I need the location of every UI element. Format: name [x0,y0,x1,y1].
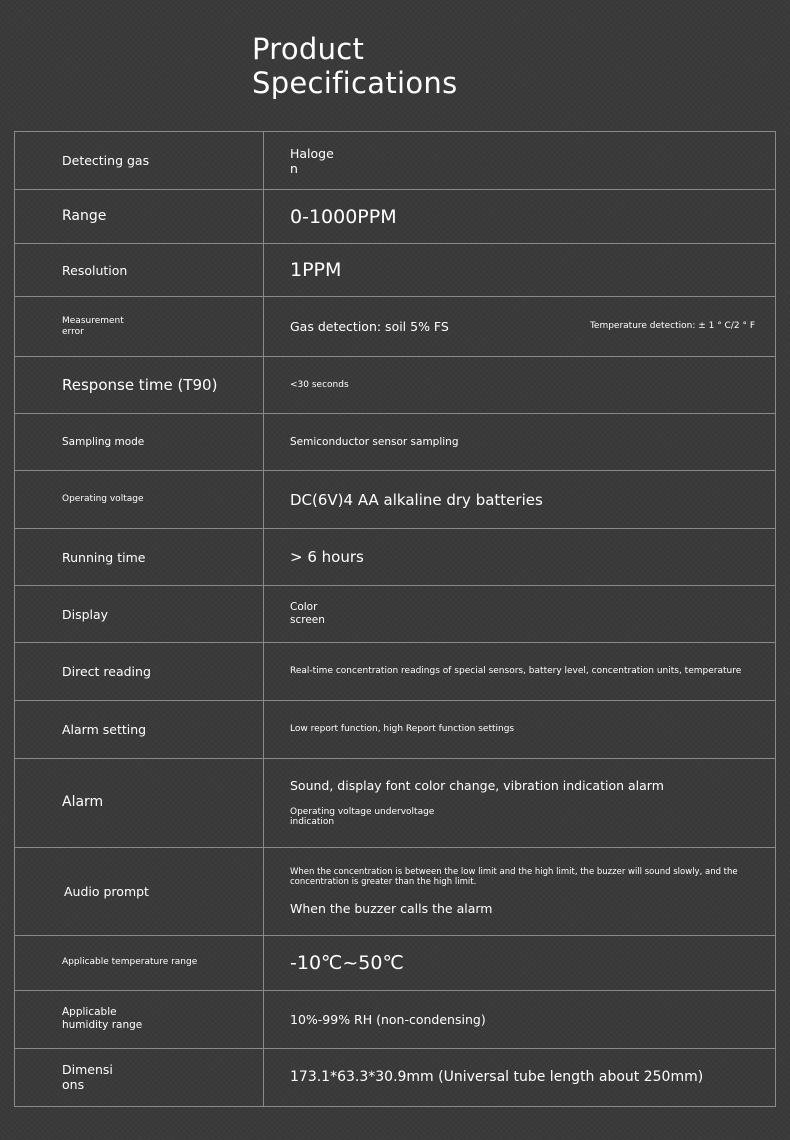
spec-label-cell [15,586,264,643]
spec-value-cell [264,1048,776,1106]
spec-label: Measurement error [62,315,124,337]
spec-label-cell [15,132,264,190]
spec-value-cell [264,297,776,357]
spec-row-alarm [15,758,776,847]
spec-row-range [15,190,776,244]
spec-value-secondary: When the buzzer calls the alarm [290,900,493,916]
spec-label: Running time [62,549,146,565]
spec-label: Sampling mode [62,435,145,448]
spec-value: 1PPM [290,259,342,282]
spec-value-secondary: Operating voltage undervoltage indication [290,807,435,828]
spec-label-cell [15,190,264,244]
spec-row-detecting-gas [15,132,776,190]
spec-label: Alarm setting [62,721,147,737]
spec-value: 173.1*63.3*30.9mm (Universal tube length about 250mm) [290,1068,704,1085]
spec-value: When the concentration is between the low limit and the high limit, the buzzer will sound slowly, and the concentration is greater than the high limit. [290,866,738,887]
spec-label: Range [62,208,107,225]
spec-row-audio-prompt [15,847,776,935]
spec-label-cell [15,990,264,1048]
spec-value-cell [264,190,776,244]
spec-value: Real-time concentration readings of special sensors, battery level, concentration units, temperature [290,666,742,677]
spec-label: Operating voltage [62,494,144,505]
spec-label-cell [15,529,264,586]
spec-value: Haloge n [290,145,334,176]
spec-value-cell [264,414,776,471]
spec-label: Dimensi ons [62,1062,113,1093]
spec-row-humidity-range [15,990,776,1048]
spec-value-cell [264,244,776,297]
spec-label-cell [15,1048,264,1106]
spec-label: Applicable temperature range [62,957,198,968]
spec-label-cell [15,701,264,758]
spec-row-alarm-setting [15,701,776,758]
spec-label: Audio prompt [64,883,149,899]
spec-row-display [15,586,776,643]
spec-value-group [290,319,755,334]
spec-label: Alarm [62,794,104,811]
spec-label: Resolution [62,262,128,278]
spec-value: DC(6V)4 AA alkaline dry batteries [290,490,543,509]
spec-row-temperature-range [15,935,776,990]
spec-label-cell [15,244,264,297]
spec-row-sampling-mode [15,414,776,471]
spec-label-cell [15,935,264,990]
spec-label: Response time (T90) [62,376,218,395]
spec-table [14,131,776,1107]
page-title-line-1: Product [252,32,365,66]
spec-row-resolution [15,244,776,297]
spec-label-cell [15,471,264,529]
spec-value: -10℃~50℃ [290,951,404,974]
spec-value-cell [264,643,776,701]
spec-label-cell [15,297,264,357]
spec-value: Gas detection: soil 5% FS [290,319,449,335]
spec-value-cell [264,701,776,758]
spec-value: > 6 hours [290,548,364,567]
spec-value-cell [264,935,776,990]
spec-row-direct-reading [15,643,776,701]
spec-label-cell [15,758,264,847]
spec-row-operating-voltage [15,471,776,529]
page-title-line-2: Specifications [252,66,458,100]
spec-row-response-time [15,357,776,414]
spec-label-cell [15,847,264,935]
spec-row-dimensions [15,1048,776,1106]
spec-value: Low report function, high Report function settings [290,723,515,734]
spec-value-cell [264,132,776,190]
spec-value-cell [264,990,776,1048]
spec-row-running-time [15,529,776,586]
spec-value-cell [264,471,776,529]
spec-value: 10%-99% RH (non-condensing) [290,1011,486,1027]
page-title [252,32,458,100]
spec-value: Color screen [290,601,325,627]
spec-label: Applicable humidity range [62,1006,143,1032]
spec-label-cell [15,414,264,471]
spec-value-cell [264,529,776,586]
spec-label: Detecting gas [62,153,150,169]
spec-value-cell [264,357,776,414]
spec-value-cell [264,847,776,935]
spec-value-cell [264,586,776,643]
spec-label: Direct reading [62,664,151,680]
spec-label-cell [15,643,264,701]
spec-value-cell [264,758,776,847]
spec-label-cell [15,357,264,414]
spec-row-measurement-error [15,297,776,357]
spec-value: <30 seconds [290,379,349,390]
spec-value: Semiconductor sensor sampling [290,435,459,448]
spec-value-secondary: Temperature detection: ± 1 ° C/2 ° F [589,321,755,332]
spec-label: Display [62,606,109,622]
spec-value: Sound, display font color change, vibration indication alarm [290,778,664,794]
spec-value: 0-1000PPM [290,205,397,228]
